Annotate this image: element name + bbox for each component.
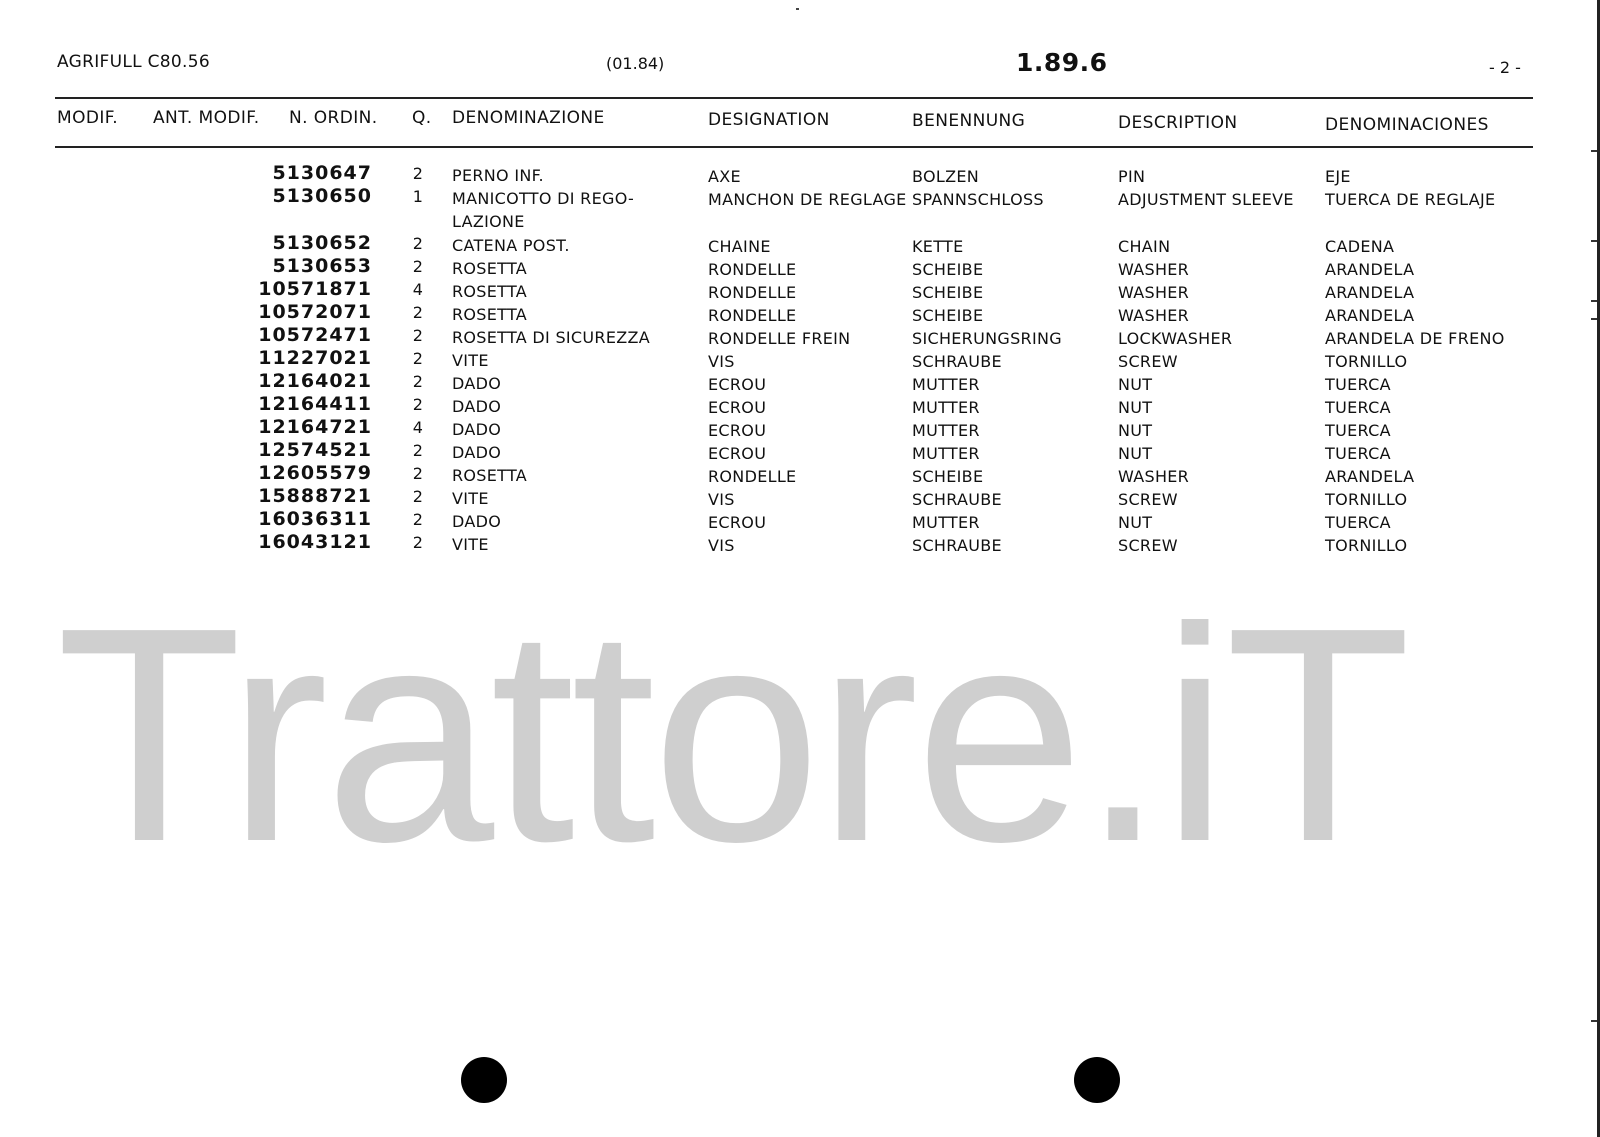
col-spanish: DENOMINACIONES [1325, 115, 1489, 135]
quantity: 2 [412, 464, 424, 483]
table-row [0, 370, 1600, 393]
spanish-name: ARANDELA [1325, 467, 1415, 486]
col-italian: DENOMINAZIONE [452, 108, 605, 128]
col-quantity: Q. [412, 108, 432, 128]
table-row [0, 162, 1600, 185]
model-name: AGRIFULL C80.56 [57, 52, 210, 72]
english-name: WASHER [1118, 467, 1190, 486]
spanish-name: TORNILLO [1325, 490, 1408, 509]
quantity: 2 [412, 164, 424, 183]
spanish-name: TUERCA [1325, 444, 1391, 463]
part-number: 5130647 [272, 162, 372, 184]
quantity: 2 [412, 487, 424, 506]
col-french: DESIGNATION [708, 110, 830, 130]
italian-name: CATENA POST. [452, 236, 570, 255]
italian-name: ROSETTA [452, 282, 528, 301]
part-number: 5130650 [272, 185, 372, 207]
quantity: 2 [412, 510, 424, 529]
german-name: SCHRAUBE [912, 490, 1002, 509]
french-name: ECROU [708, 421, 767, 440]
part-number: 16043121 [258, 531, 372, 553]
french-name: ECROU [708, 513, 767, 532]
section-reference: 1.89.6 [1016, 48, 1108, 77]
italian-name: DADO [452, 397, 502, 416]
part-number: 10572471 [258, 324, 372, 346]
italian-name: DADO [452, 443, 502, 462]
french-name: VIS [708, 490, 735, 509]
scan-edge-tick [1591, 1020, 1597, 1022]
english-name: SCREW [1118, 352, 1178, 371]
part-number: 16036311 [258, 508, 372, 530]
italian-name: VITE [452, 351, 489, 370]
edition-date: (01.84) [606, 54, 665, 73]
german-name: SCHEIBE [912, 306, 984, 325]
watermark: Trattore.iT [56, 564, 1408, 905]
table-row [0, 462, 1600, 485]
part-number: 11227021 [258, 347, 372, 369]
english-name: LOCKWASHER [1118, 329, 1233, 348]
quantity: 2 [412, 441, 424, 460]
binder-hole [1074, 1057, 1120, 1103]
part-number: 5130652 [272, 232, 372, 254]
italian-name: ROSETTA [452, 259, 528, 278]
english-name: WASHER [1118, 306, 1190, 325]
french-name: RONDELLE [708, 260, 797, 279]
page-number: - 2 - [1489, 58, 1521, 77]
italian-name: VITE [452, 535, 489, 554]
part-number: 12605579 [258, 462, 372, 484]
table-row [0, 393, 1600, 416]
french-name: RONDELLE [708, 283, 797, 302]
spanish-name: ARANDELA [1325, 283, 1415, 302]
german-name: SCHEIBE [912, 260, 984, 279]
table-row [0, 485, 1600, 508]
english-name: ADJUSTMENT SLEEVE [1118, 190, 1294, 209]
italian-name: ROSETTA DI SICUREZZA [452, 328, 651, 347]
spanish-name: TORNILLO [1325, 536, 1408, 555]
french-name: RONDELLE [708, 306, 797, 325]
english-name: CHAIN [1118, 237, 1171, 256]
italian-name: ROSETTA [452, 466, 528, 485]
english-name: SCREW [1118, 536, 1178, 555]
english-name: NUT [1118, 375, 1153, 394]
german-name: MUTTER [912, 375, 980, 394]
german-name: SCHRAUBE [912, 352, 1002, 371]
french-name: ECROU [708, 398, 767, 417]
quantity: 4 [412, 280, 424, 299]
german-name: MUTTER [912, 398, 980, 417]
col-german: BENENNUNG [912, 111, 1026, 131]
french-name: VIS [708, 536, 735, 555]
col-ant-modif: ANT. MODIF. [153, 108, 260, 128]
table-row [0, 439, 1600, 462]
german-name: MUTTER [912, 421, 980, 440]
english-name: NUT [1118, 421, 1153, 440]
scan-dot [796, 8, 799, 10]
italian-name: DADO [452, 420, 502, 439]
french-name: RONDELLE [708, 467, 797, 486]
english-name: NUT [1118, 513, 1153, 532]
col-modif: MODIF. [57, 108, 119, 128]
italian-name: DADO [452, 512, 502, 531]
spanish-name: ARANDELA [1325, 260, 1415, 279]
part-number: 5130653 [272, 255, 372, 277]
quantity: 1 [412, 187, 424, 206]
german-name: SICHERUNGSRING [912, 329, 1062, 348]
part-number: 10572071 [258, 301, 372, 323]
quantity: 2 [412, 533, 424, 552]
table-row [0, 185, 1600, 231]
french-name: RONDELLE FREIN [708, 329, 851, 348]
french-name: ECROU [708, 444, 767, 463]
english-name: WASHER [1118, 260, 1190, 279]
english-name: WASHER [1118, 283, 1190, 302]
german-name: MUTTER [912, 444, 980, 463]
col-order-number: N. ORDIN. [289, 108, 378, 128]
part-number: 12164721 [258, 416, 372, 438]
table-row [0, 531, 1600, 554]
english-name: PIN [1118, 167, 1146, 186]
french-name: VIS [708, 352, 735, 371]
spanish-name: ARANDELA DE FRENO [1325, 329, 1505, 348]
quantity: 2 [412, 372, 424, 391]
part-number: 15888721 [258, 485, 372, 507]
table-row [0, 416, 1600, 439]
quantity: 2 [412, 395, 424, 414]
italian-name: DADO [452, 374, 502, 393]
quantity: 2 [412, 326, 424, 345]
spanish-name: CADENA [1325, 237, 1395, 256]
spanish-name: TUERCA DE REGLAJE [1325, 190, 1496, 209]
german-name: SCHEIBE [912, 467, 984, 486]
spanish-name: TUERCA [1325, 421, 1391, 440]
binder-hole [461, 1057, 507, 1103]
italian-name: MANICOTTO DI REGO-LAZIONE [452, 189, 635, 231]
quantity: 2 [412, 234, 424, 253]
page-header [0, 48, 1600, 88]
french-name: AXE [708, 167, 741, 186]
part-number: 12574521 [258, 439, 372, 461]
english-name: NUT [1118, 398, 1153, 417]
part-number: 10571871 [258, 278, 372, 300]
table-row [0, 255, 1600, 278]
table-row [0, 301, 1600, 324]
quantity: 2 [412, 349, 424, 368]
french-name: ECROU [708, 375, 767, 394]
quantity: 4 [412, 418, 424, 437]
german-name: KETTE [912, 237, 964, 256]
german-name: SCHEIBE [912, 283, 984, 302]
german-name: MUTTER [912, 513, 980, 532]
table-row [0, 278, 1600, 301]
quantity: 2 [412, 257, 424, 276]
french-name: CHAINE [708, 237, 771, 256]
italian-name: PERNO INF. [452, 166, 544, 185]
german-name: SCHRAUBE [912, 536, 1002, 555]
spanish-name: TUERCA [1325, 513, 1391, 532]
english-name: NUT [1118, 444, 1153, 463]
table-row [0, 347, 1600, 370]
italian-name: ROSETTA [452, 305, 528, 324]
scan-edge-tick [1591, 150, 1597, 152]
quantity: 2 [412, 303, 424, 322]
spanish-name: EJE [1325, 167, 1351, 186]
german-name: BOLZEN [912, 167, 980, 186]
part-number: 12164021 [258, 370, 372, 392]
french-name: MANCHON DE REGLAGE [708, 190, 907, 209]
table-row [0, 508, 1600, 531]
col-english: DESCRIPTION [1118, 113, 1238, 133]
german-name: SPANNSCHLOSS [912, 190, 1044, 209]
spanish-name: TORNILLO [1325, 352, 1408, 371]
header-top-rule [55, 97, 1533, 99]
spanish-name: ARANDELA [1325, 306, 1415, 325]
table-row [0, 232, 1600, 255]
table-row [0, 324, 1600, 347]
spanish-name: TUERCA [1325, 398, 1391, 417]
italian-name: VITE [452, 489, 489, 508]
header-bottom-rule [55, 146, 1533, 148]
part-number: 12164411 [258, 393, 372, 415]
spanish-name: TUERCA [1325, 375, 1391, 394]
english-name: SCREW [1118, 490, 1178, 509]
